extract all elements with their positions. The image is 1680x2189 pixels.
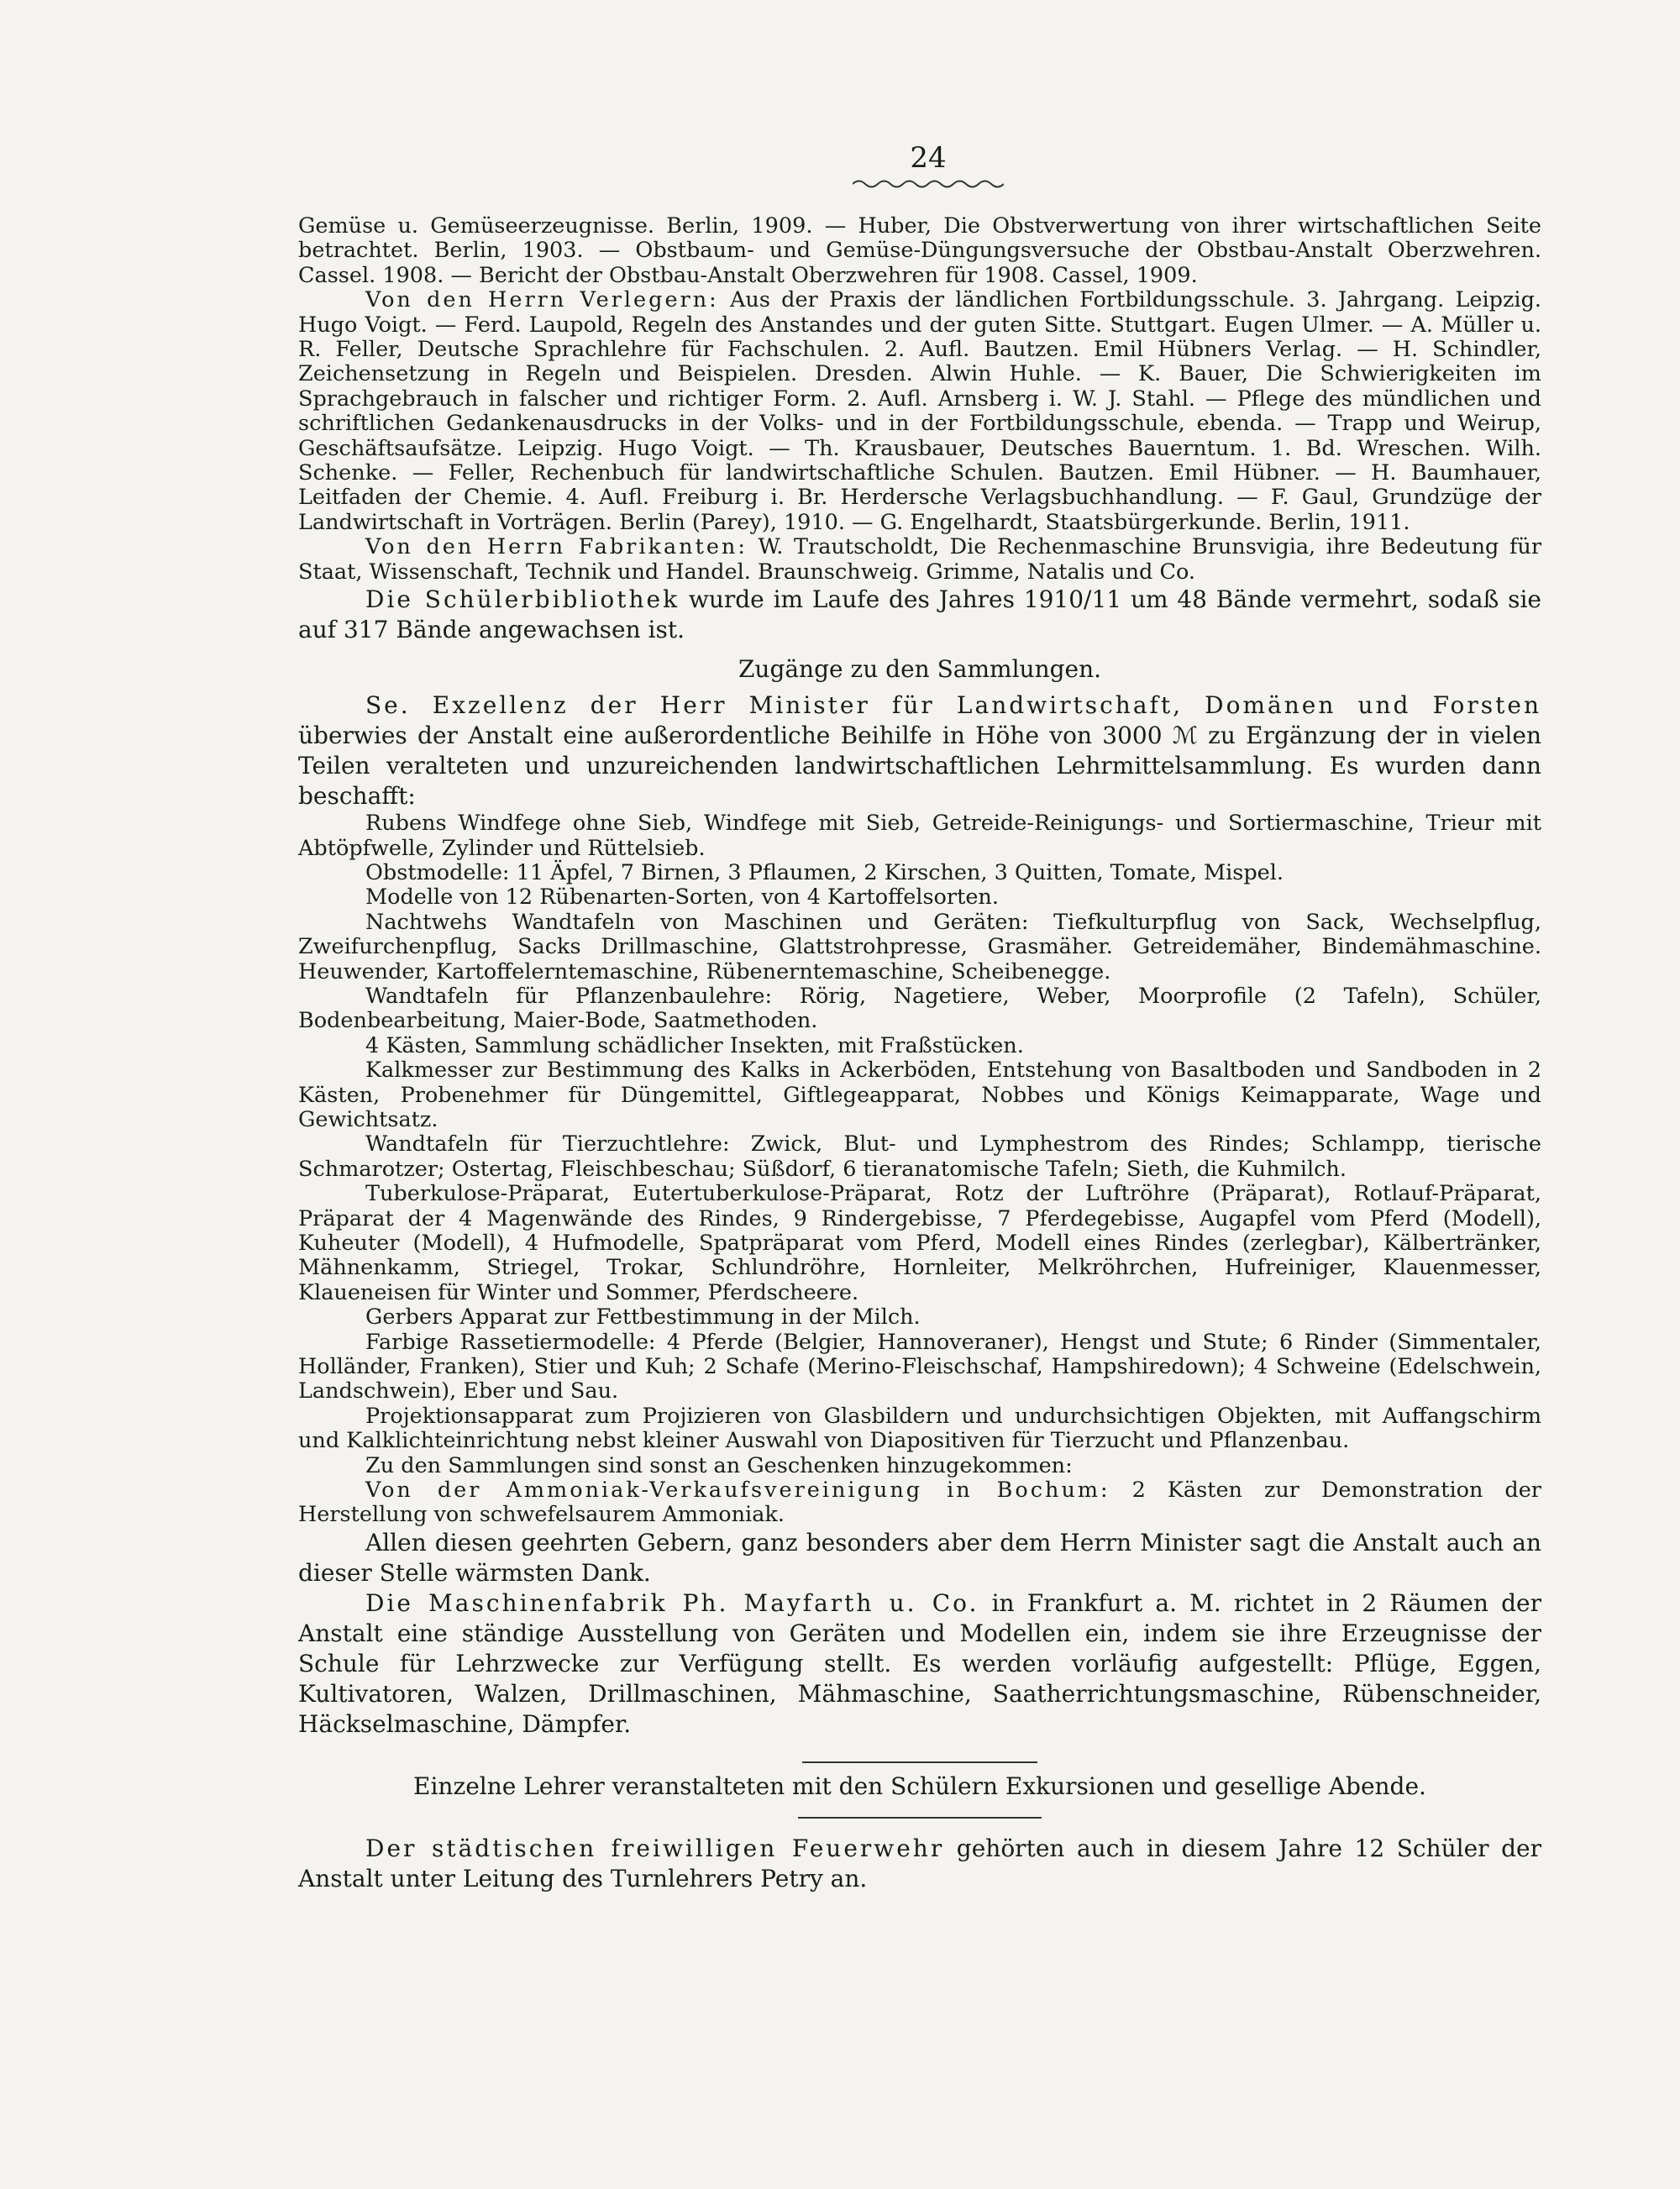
paragraph-item: 4 Kästen, Sammlung schädlicher Insekten, mit Fraßstücken. bbox=[365, 1032, 1024, 1058]
paragraph-text: Aus der Praxis der ländlichen Fortbildungsschule. 3. Jahrgang. Leipzig. Hugo Voigt. — Ferd. Laupold, Regeln des Anstandes und der guten Sitte. Stuttgart. Eugen Ulmer. — A. Müller u. R. Feller, Deutsche Sprachlehre für Fachschulen. 2. Aufl. Bautzen. Emil Hübners Verlag. — H. Schindler, Zeichensetzung in Regeln und Beispielen. Dresden. Alwin Huhle. — K. Bauer, Die Schwierigkeiten im Sprachgebrauch in falscher und richtiger Form. 2. Aufl. Arnsberg i. W. J. Stahl. — Pflege des mündlichen und schriftlichen Gedankenausdrucks in der Volks- und in der Fortbildungsschule, ebenda. — Trapp und Weirup, Geschäftsaufsätze. Leipzig. Hugo Voigt. — Th. Krausbauer, Deutsches Bauerntum. 1. Bd. Wreschen. Wilh. Schenke. — Feller, Rechenbuch für landwirtschaftliche Schulen. Bautzen. Emil Hübner. — H. Baumhauer, Leitfaden der Chemie. 4. Aufl. Freiburg i. Br. Herdersche Verlagsbuchhandlung. — F. Gaul, Grundzüge der Landwirtschaft in Vorträgen. Berlin (Parey), 1910. — G. Engelhardt, Staatsbürgerkunde. Berlin, 1911. bbox=[298, 287, 1542, 535]
paragraph-student-library bbox=[298, 585, 1541, 645]
paragraph-ammonia-donation bbox=[298, 1478, 1541, 1528]
paragraph-fire-brigade bbox=[298, 1834, 1541, 1894]
paragraph-item: Wandtafeln für Tierzuchtlehre: Zwick, Blut- und Lymphestrom des Rindes; Schlampp, tierische Schmarotzer; Ostertag, Fleischbeschau; Süßdorf, 6 tieranatomische Tafeln; Sieth, die Kuhmilch. bbox=[298, 1131, 1541, 1182]
paragraph-item: Gerbers Apparat zur Fettbestimmung in der Milch. bbox=[365, 1304, 921, 1331]
paragraph-text: W. Trautscholdt, Die Rechenmaschine Brunsvigia, ihre Bedeutung für Staat, Wissenschaft, Technik und Handel. Braunschweig. Grimme, Natalis und Co. bbox=[298, 534, 1542, 585]
paragraph-text: in Frankfurt a. M. richtet in 2 Räumen der Anstalt eine ständige Ausstellung von Geräten und Modellen ein, indem sie ihre Erzeugnisse der Schule für Lehrzwecke zur Verfügung stellt. Es werden vorläufig aufgestellt: Pflüge, Eggen, Kultivatoren, Walzen, Drillmaschinen, Mähmaschine, Saatherrichtungsmaschine, Rübenschneider, Häckselmaschine, Dämpfer. bbox=[298, 1588, 1541, 1738]
section-divider bbox=[802, 1761, 1037, 1763]
excursions-line: Einzelne Lehrer veranstalteten mit den Schülern Exkursionen und gesellige Abende. bbox=[413, 1772, 1426, 1800]
paragraph-exhibition bbox=[298, 1588, 1541, 1740]
paragraph-item: Nachtwehs Wandtafeln von Maschinen und Geräten: Tiefkulturpflug von Sack, Wechselpflug, Zweifurchenpflug, Sacks Drillmaschine, Glattstrohpresse, Grasmäher. Getreidemäher, Bindemähmaschine. Heuwender, Kartoffelerntemaschine, Rübenerntemaschine, Scheibenegge. bbox=[298, 909, 1541, 984]
page-number: 24 bbox=[910, 141, 947, 175]
spaced-lead: Von der Ammoniak-Verkaufsvereinigung in Bochum: bbox=[365, 1478, 1110, 1504]
paragraph-item: Rubens Windfege ohne Sieb, Windfege mit Sieb, Getreide-Reinigungs- und Sortiermaschine, Trieur mit Abtöpfwelle, Zylinder und Rüttelsieb. bbox=[298, 811, 1541, 861]
paragraph-item: Projektionsapparat zum Projizieren von Glasbildern und undurchsichtigen Objekten, mit Auffangschirm und Kalklichteinrichtung nebst kleiner Auswahl von Diapositiven für Tierzucht und Pflanzenbau. bbox=[298, 1403, 1541, 1454]
paragraph-item: Modelle von 12 Rübenarten-Sorten, von 4 Kartoffelsorten. bbox=[365, 885, 999, 911]
paragraph-references-continued: Gemüse u. Gemüseerzeugnisse. Berlin, 1909. — Huber, Die Obstverwertung von ihrer wirtschaftlichen Seite betrachtet. Berlin, 1903. — Obstbaum- und Gemüse-Düngungsversuche der Obstbau-Anstalt Oberzwehren. Cassel. 1908. — Bericht der Obstbau-Anstalt Oberzwehren für 1908. Cassel, 1909. bbox=[298, 213, 1541, 288]
paragraph-item: Tuberkulose-Präparat, Eutertuberkulose-Präparat, Rotz der Luftröhre (Präparat), Rotlauf-Präparat, Präparat der 4 Magenwände des Rindes, 9 Rindergebisse, 7 Pferdegebisse, Augapfel vom Pferd (Modell), Kuheuter (Modell), 4 Hufmodelle, Spatpräparat vom Pferd, Modell eines Rindes (zerlegbar), Kälbertränker, Mähnenkamm, Striegel, Trokar, Schlundröhre, Hornleiter, Melkröhrchen, Hufreiniger, Klauenmesser, Klaueneisen für Winter und Sommer, Pferdscheere. bbox=[298, 1181, 1541, 1305]
spaced-lead: Der städtischen freiwilligen Feuerwehr bbox=[365, 1834, 945, 1862]
paragraph-text: gehörten auch in diesem Jahre 12 Schüler der Anstalt unter Leitung des Turnlehrers Petry an. bbox=[298, 1834, 1541, 1892]
paragraph-item: Kalkmesser zur Bestimmung des Kalks in Ackerböden, Entstehung von Basaltboden und Sandboden in 2 Kästen, Probenehmer für Düngemittel, Giftlegeapparat, Nobbes und Königs Keimapparate, Wage und Gewichtsatz. bbox=[298, 1058, 1541, 1132]
paragraph-text: 2 Kästen zur Demonstration der Herstellung von schwefelsaurem Ammoniak. bbox=[298, 1478, 1541, 1528]
spaced-lead: Von den Herrn Fabrikanten: bbox=[365, 534, 748, 560]
paragraph-publishers bbox=[298, 288, 1541, 535]
paragraph-item: Farbige Rassetiermodelle: 4 Pferde (Belgier, Hannoveraner), Hengst und Stute; 6 Rinder (Simmentaler, Holländer, Franken), Stier und Kuh; 2 Schafe (Merino-Fleischschaf, Hampshiredown); 4 Schweine (Edelschwein, Landschwein), Eber und Sau. bbox=[298, 1329, 1541, 1404]
spaced-lead: Die Maschinenfabrik Ph. Mayfarth u. Co. bbox=[365, 1588, 979, 1617]
wavy-ornament bbox=[853, 178, 1004, 190]
page-body bbox=[298, 214, 1541, 1894]
paragraph-minister-grant bbox=[298, 690, 1541, 811]
paragraph-item: Obstmodelle: 11 Äpfel, 7 Birnen, 3 Pflaumen, 2 Kirschen, 3 Quitten, Tomate, Mispel. bbox=[365, 859, 1284, 885]
paragraph-text: überwies der Anstalt eine außerordentliche Beihilfe in Höhe von 3000 ℳ zu Ergänzung der in vielen Teilen veralteten und unzureichenden landwirtschaftlichen Lehrmittelsammlung. Es wurden dann beschafft: bbox=[298, 722, 1541, 811]
paragraph-manufacturers bbox=[298, 535, 1541, 585]
section-divider bbox=[798, 1817, 1042, 1819]
paragraph-item: Wandtafeln für Pflanzenbaulehre: Rörig, Nagetiere, Weber, Moorprofile (2 Tafeln), Schüler, Bodenbearbeitung, Maier-Bode, Saatmethoden. bbox=[298, 983, 1541, 1034]
section-heading: Zugänge zu den Sammlungen. bbox=[738, 655, 1102, 684]
spaced-lead: Die Schülerbibliothek bbox=[365, 585, 680, 614]
paragraph-item: Zu den Sammlungen sind sonst an Geschenken hinzugekommen: bbox=[365, 1452, 1073, 1478]
spaced-lead: Von den Herrn Verlegern: bbox=[365, 287, 719, 313]
paragraph-thanks: Allen diesen geehrten Gebern, ganz besonders aber dem Herrn Minister sagt die Anstalt auch an dieser Stelle wärmsten Dank. bbox=[298, 1528, 1541, 1587]
paragraph-text: wurde im Laufe des Jahres 1910/11 um 48 Bände vermehrt, sodaß sie auf 317 Bände angewachsen ist. bbox=[298, 585, 1541, 644]
spaced-lead: Se. Exzellenz der Herr Minister für Landwirtschaft, Domänen und Forsten bbox=[365, 691, 1541, 720]
